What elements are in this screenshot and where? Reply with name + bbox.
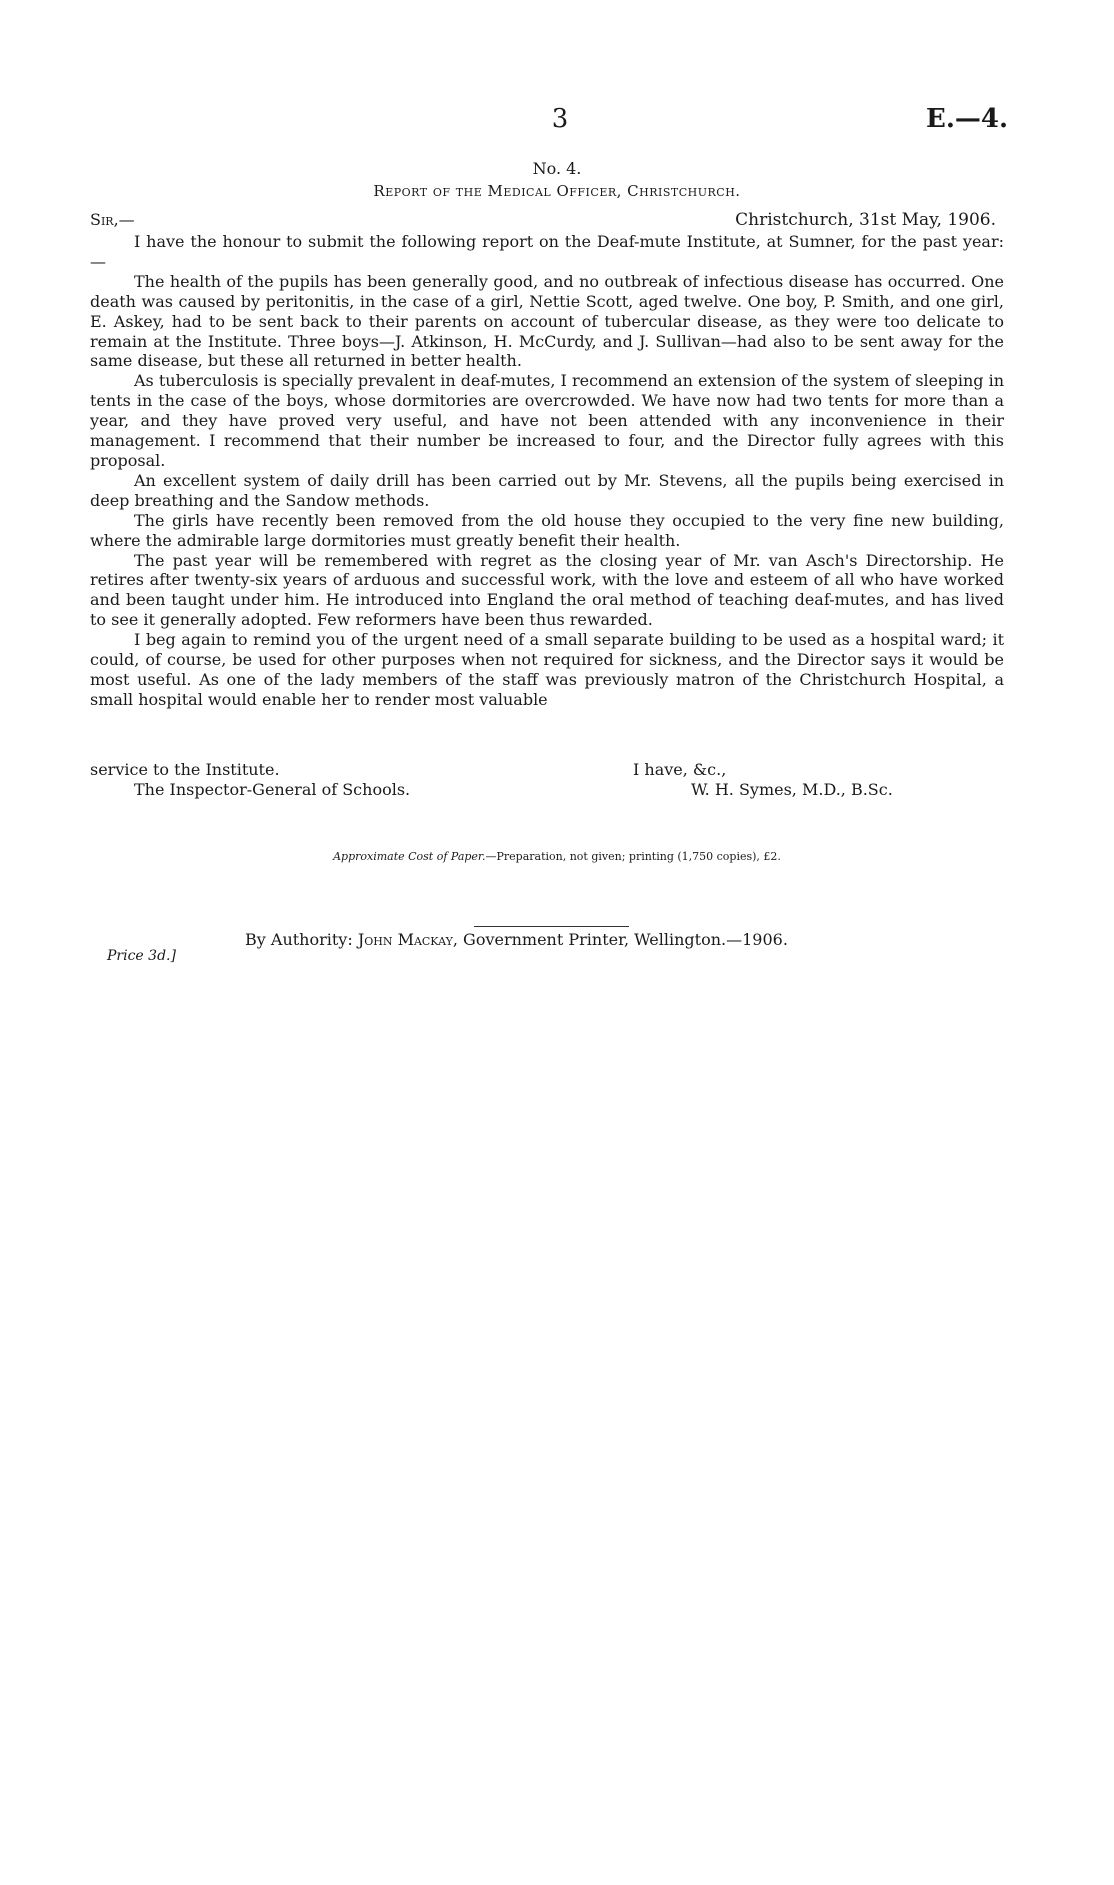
authority-prefix: By Authority: [245,930,353,949]
signature: W. H. Symes, M.D., B.Sc. [691,780,893,799]
cost-of-paper-note [0,850,1114,863]
salutation: Sir,— [90,210,135,229]
closing-phrase: I have, &c., [633,760,727,779]
printer-name: John Mackay, [357,930,458,949]
addressee: The Inspector-General of Schools. [134,780,411,799]
closing-line-start: service to the Institute. [90,760,280,779]
report-number: No. 4. [532,159,582,178]
letter-body [90,232,1004,710]
paragraph: An excellent system of daily drill has been carried out by Mr. Stevens, all the pupils being exercised in deep breathing and the Sandow methods. [90,470,1004,510]
cost-label: Approximate Cost of Paper. [333,850,486,863]
page-number: 3 [551,104,569,134]
paragraph: The past year will be remembered with regret as the closing year of Mr. van Asch's Directorship. He retires after twenty-six years of arduous and successful work, with the love and esteem of all who have worked and been taught under him. He introduced into England the oral method of teaching deaf-mutes, and has lived to see it generally adopted. Few reformers have been thus rewarded. [90,550,1004,630]
paragraph: I have the honour to submit the following report on the Deaf-mute Institute, at Sumner, for the past year:— [90,232,1004,271]
printer-authority-line [245,930,788,949]
printer-rest: Government Printer, Wellington.—1906. [463,930,788,949]
price-note: Price 3d.] [107,948,176,964]
divider-rule [474,926,629,927]
paragraph: As tuberculosis is specially prevalent in deaf-mutes, I recommend an extension of the system of sleeping in tents in the case of the boys, whose dormitories are overcrowded. We have now had two tents for more than a year, and they have proved very useful, and have not been attended with any inconvenience in their management. I recommend that their number be increased to four, and the Director fully agrees with this proposal. [90,371,1004,470]
document-reference: E.—4. [926,104,1009,134]
paragraph: The health of the pupils has been generally good, and no outbreak of infectious disease has occurred. One death was caused by peritonitis, in the case of a girl, Nettie Scott, aged twelve. One boy, P. Smith, and one girl, E. Askey, had to be sent back to their parents on account of tubercular disease, as they were too delicate to remain at the Institute. Three boys—J. Atkinson, H. McCurdy, and J. Sullivan—had also to be sent away for the same disease, but these all returned in better health. [90,271,1004,371]
date-line: Christchurch, 31st May, 1906. [735,210,996,230]
cost-text: —Preparation, not given; printing (1,750 copies), £2. [485,850,781,863]
report-title: Report of the Medical Officer, Christchurch. [373,182,741,200]
paragraph: The girls have recently been removed from the old house they occupied to the very fine new building, where the admirable large dormitories must greatly benefit their health. [90,510,1004,550]
paragraph: I beg again to remind you of the urgent need of a small separate building to be used as a hospital ward; it could, of course, be used for other purposes when not required for sickness, and the Director says it would be most useful. As one of the lady members of the staff was previously matron of the Christchurch Hospital, a small hospital would enable her to render most valuable [90,630,1004,709]
